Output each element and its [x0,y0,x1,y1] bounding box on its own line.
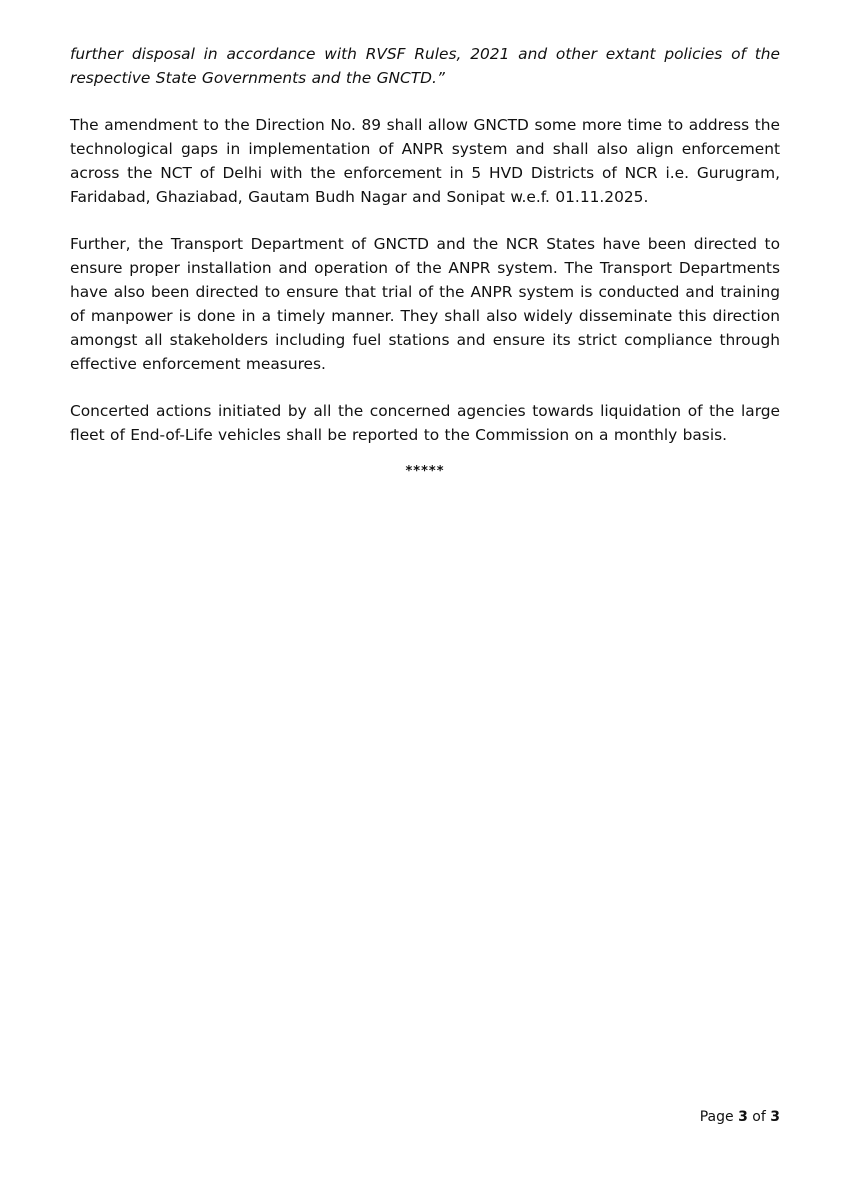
page-number-footer [700,1107,780,1127]
paragraph-amendment: The amendment to the Direction No. 89 shall allow GNCTD some more time to address the technological gaps in implementation of ANPR system and shall also align enforcement across the NCT of Delhi with the enforcement in 5 HVD Districts of NCR i.e. Gurugram, Faridabad, Ghaziabad, Gautam Budh Nagar and Sonipat w.e.f. 01.11.2025. [70,116,780,206]
document-body [70,42,780,479]
page-label: Page [699,1109,734,1125]
total-pages-number: 3 [770,1109,780,1125]
section-separator: ***** [405,464,445,479]
paragraph-transport-department: Further, the Transport Department of GNCTD and the NCR States have been directed to ensure proper installation and operation of the ANPR system. The Transport Departments have also been directed to ensure that trial of the ANPR system is conducted and training of manpower is done in a timely manner. They shall also widely disseminate this direction amongst all stakeholders including fuel stations and ensure its strict compliance through effective enforcement measures. [70,235,780,373]
paragraph-quote-continuation: further disposal in accordance with RVSF Rules, 2021 and other extant policies of the respective State Governments and the GNCTD.” [70,45,780,87]
of-label: of [752,1109,766,1125]
current-page-number: 3 [738,1109,748,1125]
paragraph-concerted-actions: Concerted actions initiated by all the concerned agencies towards liquidation of the large fleet of End-of-Life vehicles shall be reported to the Commission on a monthly basis. [70,402,780,444]
